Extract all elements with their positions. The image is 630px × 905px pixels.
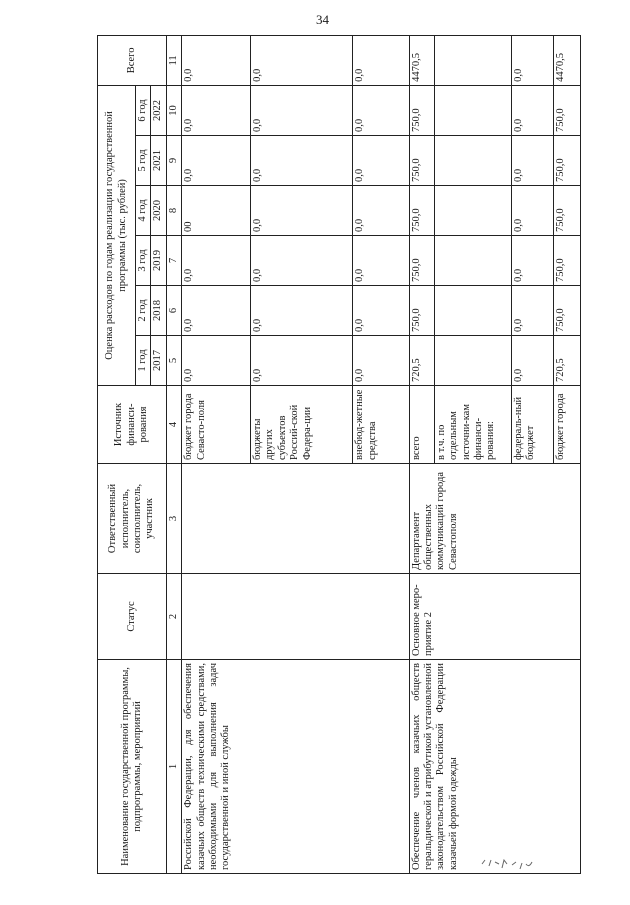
value-cell: 750,0 [409,286,434,336]
block2-name: Обеспечение членов казачьих обществ геральдической и атрибутикой установленной законодательством Российской Федерации казачьей формой одежды [409,660,580,874]
source-cell: бюджет города Севасто-поля [182,386,251,464]
value-cell: 0,0 [512,136,554,186]
column-number: 6 [166,286,181,336]
value-cell: 0,0 [353,136,409,186]
value-cell: 750,0 [553,236,580,286]
value-cell: 0,0 [251,85,353,135]
value-cell [434,336,511,386]
year-label: 6 год [136,85,151,135]
header-status: Статус [98,574,167,660]
value-cell: 0,0 [251,35,353,85]
block1-responsible [182,464,410,574]
column-number: 10 [166,85,181,135]
header-responsible: Ответственный исполнитель, соисполнитель, участник [98,464,167,574]
value-cell: 0,0 [251,186,353,236]
column-number: 3 [166,464,181,574]
value-cell: 0,0 [512,35,554,85]
value-cell: 0,0 [512,286,554,336]
handwritten-marks [480,850,540,877]
year-label: 1 год [136,336,151,386]
value-cell: 0,0 [512,85,554,135]
value-cell: 0,0 [251,236,353,286]
value-cell: 0,0 [353,35,409,85]
header-total: Всего [98,35,167,85]
source-cell: всего [409,386,434,464]
header-source: Источник финанси-рования [98,386,167,464]
value-cell: 0,0 [182,286,251,336]
page-number: 34 [316,12,329,27]
value-cell: 0,0 [182,236,251,286]
column-number: 11 [166,35,181,85]
value-cell: 0,0 [512,336,554,386]
value-cell: 0,0 [251,286,353,336]
year-value: 2022 [151,85,166,135]
budget-table [97,35,581,874]
value-cell: 720,5 [409,336,434,386]
value-cell: 00 [182,186,251,236]
header-name: Наименование государственной программы, подпрограммы, мероприятий [98,660,167,874]
value-cell: 750,0 [409,236,434,286]
year-value: 2018 [151,286,166,336]
year-label: 4 год [136,186,151,236]
column-number: 9 [166,136,181,186]
block2-responsible: Департамент общественных коммуникаций города Севастополя [409,464,580,574]
value-cell [434,136,511,186]
column-number: 8 [166,186,181,236]
column-number: 7 [166,236,181,286]
value-cell: 750,0 [409,186,434,236]
value-cell: 750,0 [553,85,580,135]
block2-status: Основное меро-приятие 2 [409,574,580,660]
value-cell [434,85,511,135]
year-value: 2017 [151,336,166,386]
header-estimate: Оценка расходов по годам реализации государственной программы (тыс. рублей) [98,85,136,385]
value-cell: 0,0 [182,136,251,186]
value-cell [434,286,511,336]
value-cell: 0,0 [182,35,251,85]
value-cell: 0,0 [353,236,409,286]
column-number: 5 [166,336,181,386]
value-cell: 0,0 [512,186,554,236]
column-number: 1 [166,660,181,874]
column-number: 4 [166,386,181,464]
value-cell: 0,0 [353,336,409,386]
value-cell: 0,0 [353,85,409,135]
value-cell [434,35,511,85]
source-cell: в т.ч. по отдельным источни-кам финанси-рования: [434,386,511,464]
value-cell: 750,0 [409,136,434,186]
value-cell: 0,0 [251,336,353,386]
year-label: 3 год [136,236,151,286]
value-cell: 720,5 [553,336,580,386]
value-cell: 0,0 [353,186,409,236]
source-cell: бюджеты других субъектов Россий-ской Федера-ции [251,386,353,464]
value-cell: 4470,5 [553,35,580,85]
source-cell: бюджет города [553,386,580,464]
block1-name: Российской Федерации, для обеспечения казачьих обществ техническими средствами, необходимыми для выполнения задач государственной и иной службы [182,660,410,874]
value-cell: 750,0 [553,186,580,236]
source-cell: внебюд-жетные средства [353,386,409,464]
value-cell: 750,0 [553,286,580,336]
year-value: 2021 [151,136,166,186]
rotated-table-container [97,36,581,874]
year-value: 2020 [151,186,166,236]
column-number: 2 [166,574,181,660]
year-value: 2019 [151,236,166,286]
value-cell: 4470,5 [409,35,434,85]
source-cell: федераль-ный бюджет [512,386,554,464]
value-cell: 0,0 [182,336,251,386]
value-cell: 750,0 [409,85,434,135]
value-cell [434,186,511,236]
value-cell [434,236,511,286]
year-label: 5 год [136,136,151,186]
value-cell: 0,0 [182,85,251,135]
value-cell: 0,0 [251,136,353,186]
block1-status [182,574,410,660]
value-cell: 0,0 [353,286,409,336]
year-label: 2 год [136,286,151,336]
scribble-icon [480,850,540,874]
value-cell: 0,0 [512,236,554,286]
value-cell: 750,0 [553,136,580,186]
